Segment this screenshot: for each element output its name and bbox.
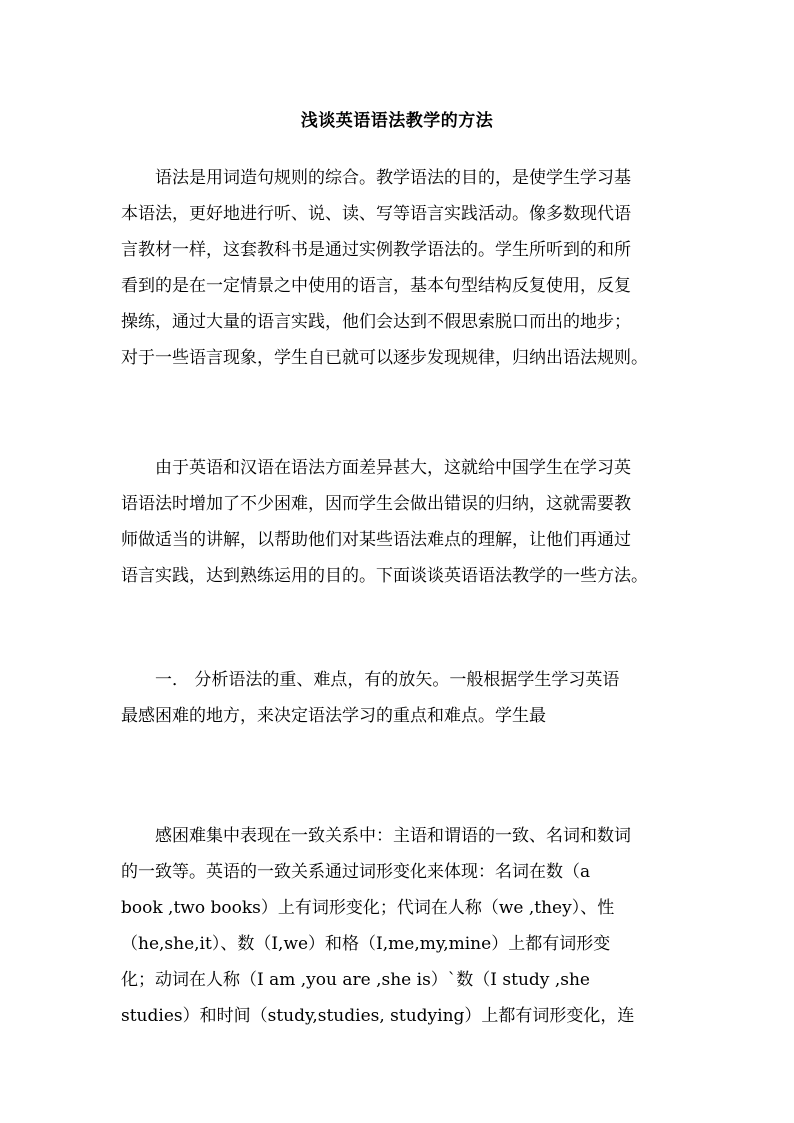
- paragraph-line: 对于一些语言现象，学生自已就可以逐步发现规律，归纳出语法规则。: [121, 348, 648, 368]
- paragraph-line: 本语法，更好地进行听、说、读、写等语言实践活动。像多数现代语: [121, 204, 631, 224]
- paragraph-line: 言教材一样，这套教科书是通过实例教学语法的。学生所听到的和所: [121, 240, 631, 260]
- paragraph-2: [121, 450, 681, 594]
- paragraph-line: 语法是用词造句规则的综合。教学语法的目的，是使学生学习基: [155, 168, 631, 188]
- paragraph-1: [121, 160, 681, 376]
- paragraph-line: 操练，通过大量的语言实践，他们会达到不假思索脱口而出的地步；: [121, 312, 631, 332]
- paragraph-line: studies）和时间（study,studies, studying）上都有词形变化，连: [121, 1006, 635, 1026]
- paragraph-line: （he,she,it）、数（I,we）和格（I,me,my,mine）上都有词形变: [121, 934, 611, 954]
- paragraph-line: 由于英语和汉语在语法方面差异甚大，这就给中国学生在学习英: [155, 458, 631, 478]
- paragraph-line: 语言实践，达到熟练运用的目的。下面谈谈英语语法教学的一些方法。: [121, 566, 648, 586]
- paragraph-3: [121, 662, 681, 734]
- paragraph-line: 最感困难的地方，来决定语法学习的重点和难点。学生最: [121, 706, 546, 726]
- document-title: 浅谈英语语法教学的方法: [300, 111, 494, 131]
- paragraph-line: 师做适当的讲解，以帮助他们对某些语法难点的理解，让他们再通过: [121, 530, 631, 550]
- paragraph-line: book ,two books）上有词形变化；代词在人称（we ,they）、性: [121, 898, 615, 918]
- paragraph-line: 一． 分析语法的重、难点，有的放矢。一般根据学生学习英语: [155, 670, 620, 690]
- paragraph-line: 化；动词在人称（I am ,you are ,she is）`数（I study ,she: [121, 970, 590, 990]
- paragraph-line: 的一致等。英语的一致关系通过词形变化来体现：名词在数（a: [121, 862, 591, 882]
- paragraph-line: 感困难集中表现在一致关系中：主语和谓语的一致、名词和数词: [155, 826, 631, 846]
- paragraph-line: 语语法时增加了不少困难，因而学生会做出错误的归纳，这就需要教: [121, 494, 631, 514]
- paragraph-4: [121, 818, 681, 1034]
- paragraph-line: 看到的是在一定情景之中使用的语言，基本句型结构反复使用，反复: [121, 276, 631, 296]
